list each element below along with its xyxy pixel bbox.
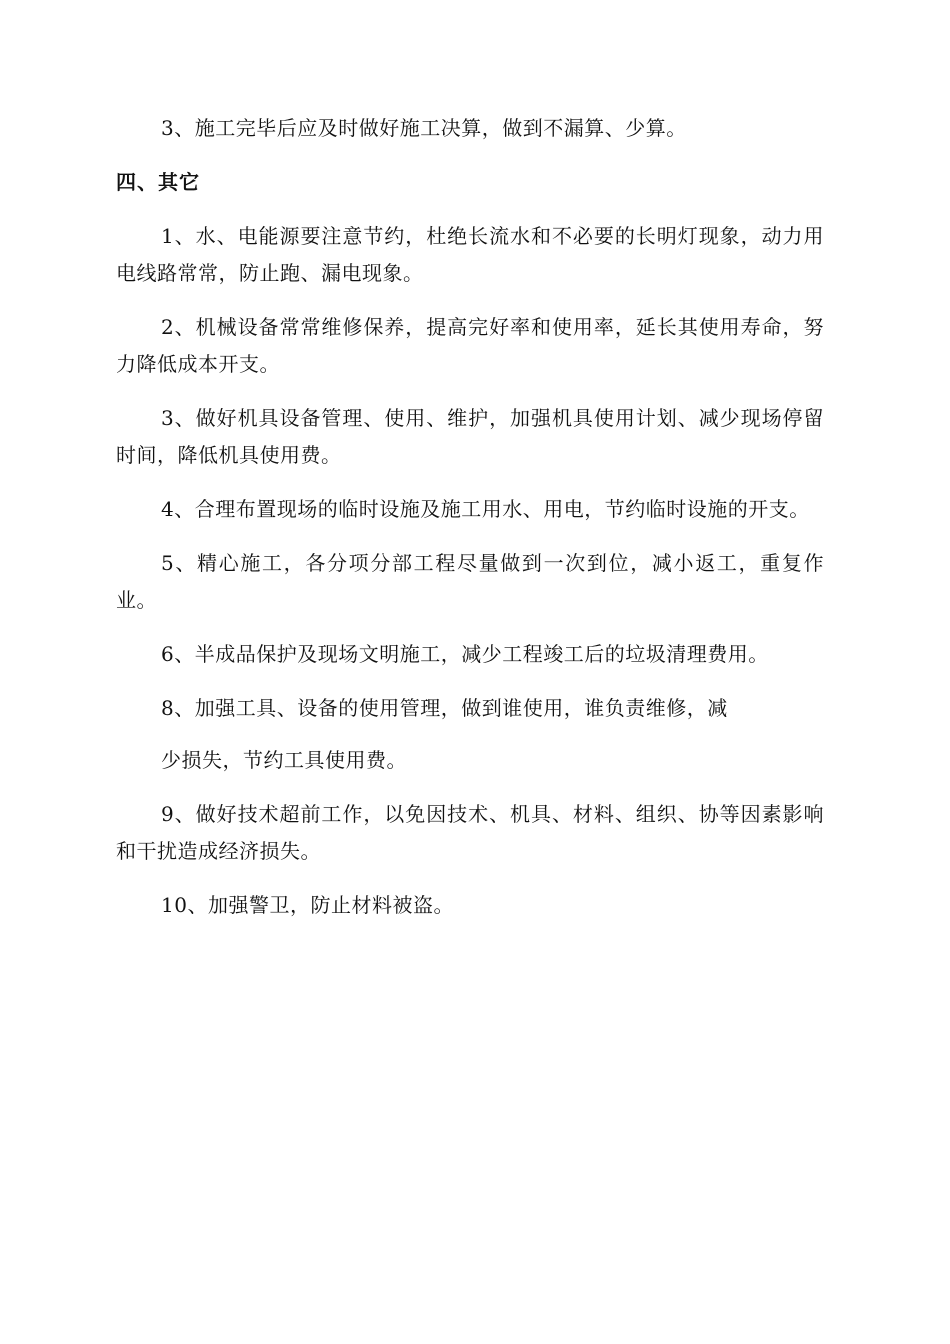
list-item-6: 6、半成品保护及现场文明施工，减少工程竣工后的垃圾清理费用。 [161, 642, 769, 666]
list-item-5: 5、精心施工，各分项分部工程尽量做到一次到位，减小返工，重复作业。 [116, 551, 824, 612]
intro-item: 3、施工完毕后应及时做好施工决算，做到不漏算、少算。 [161, 116, 687, 140]
list-item-3: 3、做好机具设备管理、使用、维护，加强机具使用计划、减少现场停留时间，降低机具使用费。 [116, 406, 824, 467]
document-page [116, 110, 824, 941]
list-item-8-line-1: 8、加强工具、设备的使用管理，做到谁使用，谁负责维修，减 [161, 696, 728, 720]
list-item-9: 9、做好技术超前工作，以免因技术、机具、材料、组织、协等因素影响和干扰造成经济损失。 [116, 802, 824, 863]
list-item-1: 1、水、电能源要注意节约，杜绝长流水和不必要的长明灯现象，动力用电线路常常，防止跑、漏电现象。 [116, 224, 824, 285]
list-item-4: 4、合理布置现场的临时设施及施工用水、用电，节约临时设施的开支。 [161, 497, 810, 521]
list-item-10: 10、加强警卫，防止材料被盗。 [161, 893, 454, 917]
list-item-2: 2、机械设备常常维修保养，提高完好率和使用率，延长其使用寿命，努力降低成本开支。 [116, 315, 824, 376]
section-heading: 四、其它 [116, 170, 200, 194]
list-item-8-line-2: 少损失，节约工具使用费。 [161, 748, 407, 772]
